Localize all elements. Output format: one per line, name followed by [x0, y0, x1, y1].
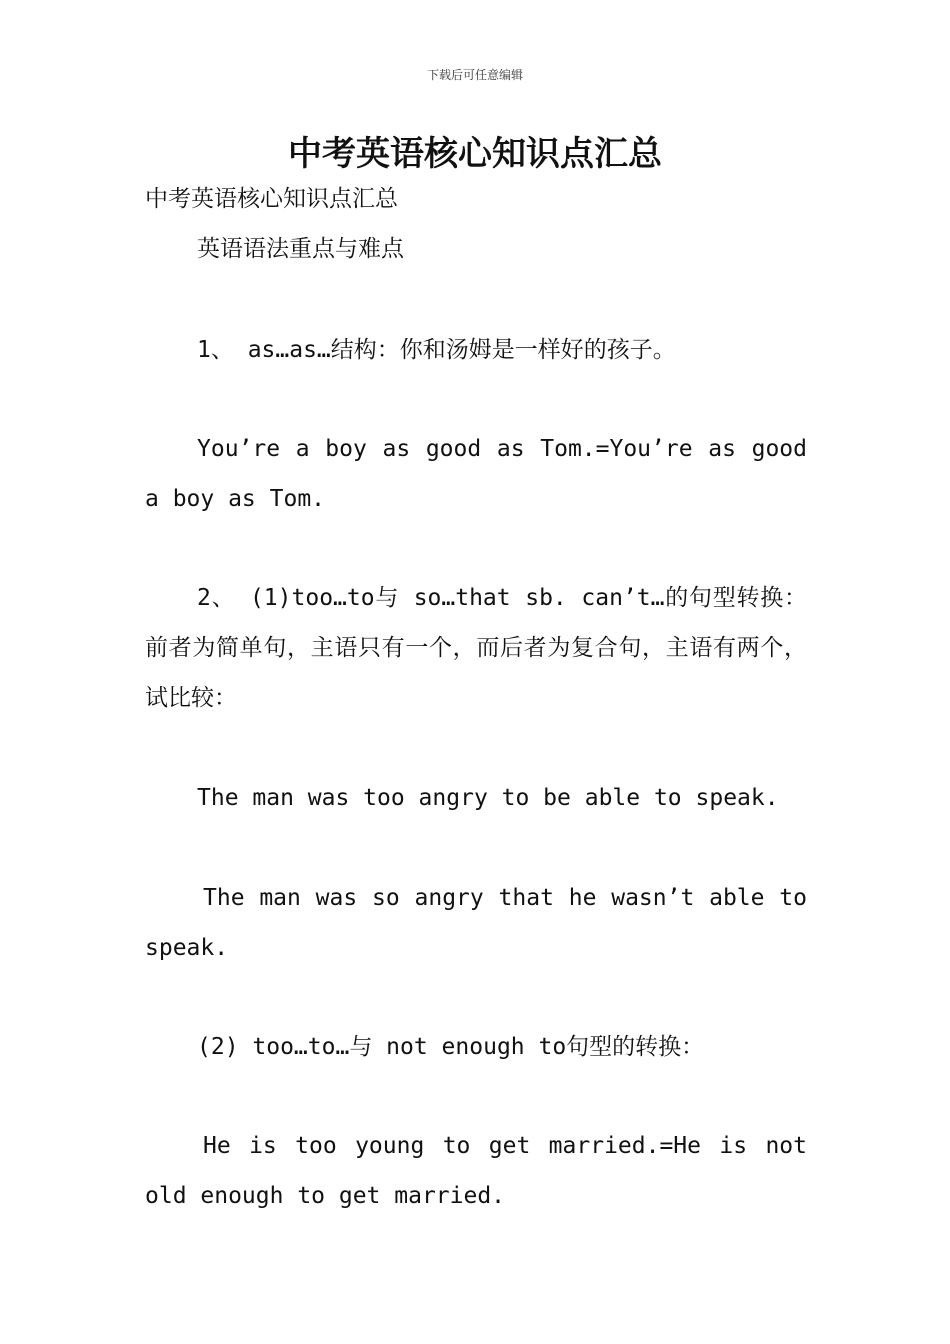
paragraph-6: (2) too…to…与 not enough to句型的转换： — [197, 1034, 705, 1060]
document-title: 中考英语核心知识点汇总 — [288, 134, 662, 174]
section-heading: 英语语法重点与难点 — [197, 236, 404, 262]
paragraph-3: 2、 (1)too…to与 so…that sb. can’t…的句型转换：前者为简单句，主语只有一个，而后者为复合句，主语有两个，试比较： — [145, 585, 807, 711]
paragraph-7: He is too young to get married.=He is not old enough to get married. — [145, 1133, 807, 1209]
paragraph-5: The man was so angry that he wasn’t able to speak. — [145, 885, 807, 961]
paragraph-2: You’re a boy as good as Tom.=You’re as good a boy as Tom. — [145, 436, 807, 512]
header-note: 下载后可任意编辑 — [426, 68, 523, 82]
paragraph-1: 1、 as…as…结构：你和汤姆是一样好的孩子。 — [197, 337, 676, 363]
paragraph-4: The man was too angry to be able to speak. — [197, 785, 779, 811]
document-subtitle: 中考英语核心知识点汇总 — [145, 186, 398, 212]
